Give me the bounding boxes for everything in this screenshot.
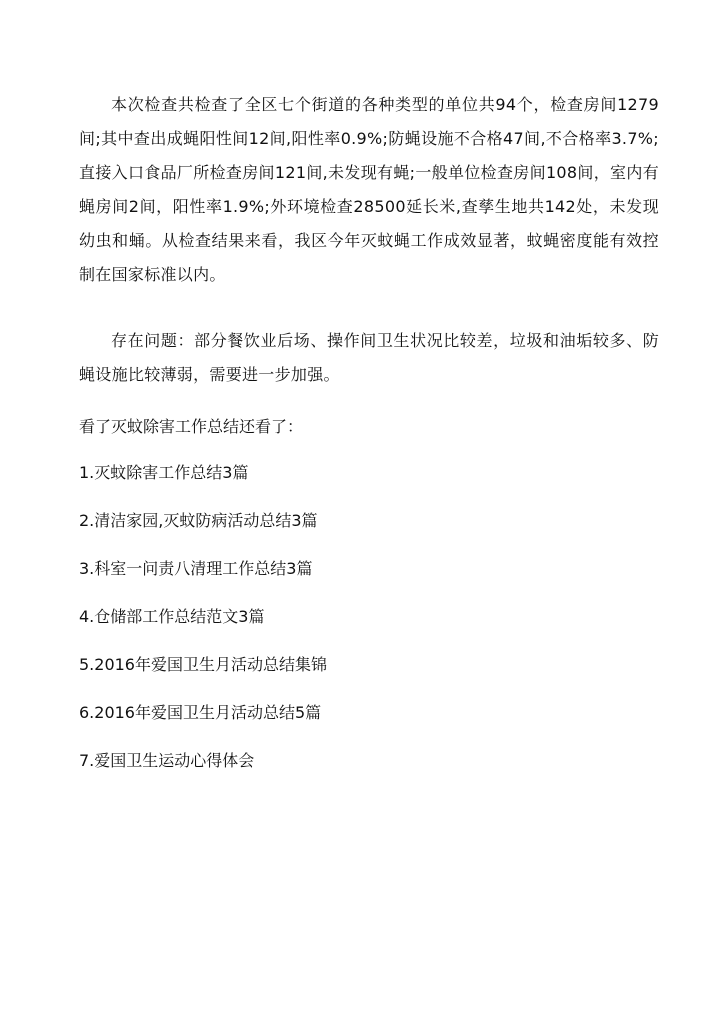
related-articles-heading: 看了灭蚊除害工作总结还看了： [79,417,304,436]
related-article-link[interactable]: 1.灭蚊除害工作总结3篇 [79,463,249,482]
related-article-link[interactable]: 2.清洁家园,灭蚊防病活动总结3篇 [79,511,318,530]
related-article-link[interactable]: 3.科室一问责八清理工作总结3篇 [79,559,313,578]
related-articles-list [79,456,327,792]
related-article-link[interactable]: 5.2016年爱国卫生月活动总结集锦 [79,655,327,674]
body-paragraph-problems: 存在问题：部分餐饮业后场、操作间卫生状况比较差，垃圾和油垢较多、防蝇设施比较薄弱，需要进一步加强。 [79,331,659,384]
related-article-link[interactable]: 6.2016年爱国卫生月活动总结5篇 [79,703,322,722]
body-paragraph-inspection-results: 本次检查共检查了全区七个街道的各种类型的单位共94个，检查房间1279间;其中查出成蝇阳性间12间,阳性率0.9%;防蝇设施不合格47间,不合格率3.7%;直接入口食品厂所检查房间121间,未发现有蝇;一般单位检查房间108间，室内有蝇房间2间，阳性率1.9%;外环境检查28500延长米,查孳生地共142处，未发现幼虫和蛹。从检查结果来看，我区今年灭蚊蝇工作成效显著，蚊蝇密度能有效控制在国家标准以内。 [79,95,659,284]
related-article-link[interactable]: 7.爱国卫生运动心得体会 [79,751,255,770]
related-article-link[interactable]: 4.仓储部工作总结范文3篇 [79,607,265,626]
